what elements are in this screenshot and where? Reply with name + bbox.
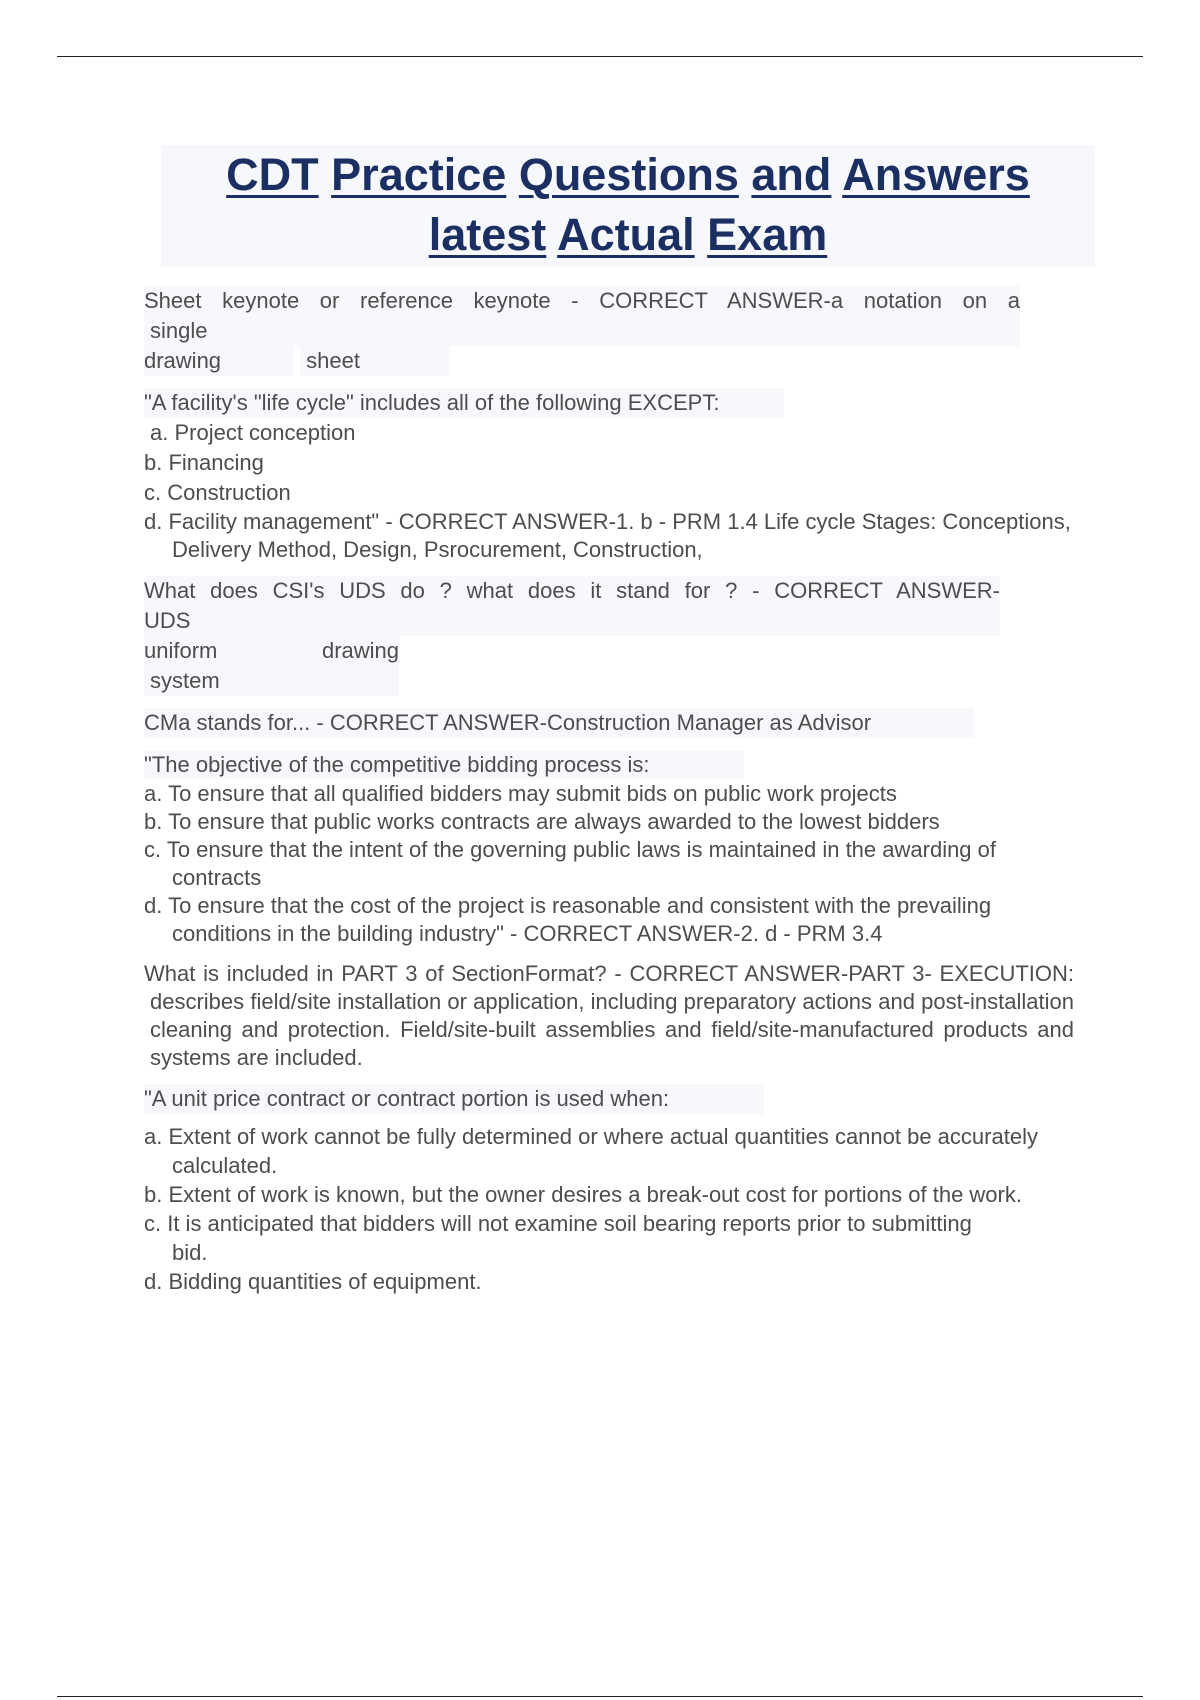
option-c: c. To ensure that the intent of the governing public laws is maintained in the awarding of contracts xyxy=(144,837,997,890)
question-stem: "A unit price contract or contract portion is used when: xyxy=(144,1084,764,1114)
answer-word: drawing xyxy=(321,638,399,663)
title-word: Exam xyxy=(707,209,828,260)
qa-competitive-bidding xyxy=(144,750,1074,948)
title-word: latest xyxy=(428,209,547,260)
answer-line: UDS xyxy=(144,606,1000,636)
question-text: What does CSI's UDS do ? what does it stand for ? - CORRECT ANSWER- xyxy=(144,576,1000,606)
title-word: Answers xyxy=(842,149,1030,200)
option-a: a. To ensure that all qualified bidders may submit bids on public work projects xyxy=(144,781,897,806)
title-line-1 xyxy=(161,145,1095,205)
option-d: d. Facility management" - CORRECT ANSWER-1. b - PRM 1.4 Life cycle Stages: Conceptions, Delivery Method, Design, Psrocurement, Construction, xyxy=(144,509,1071,562)
qa-uds xyxy=(144,576,1074,696)
bottom-rule xyxy=(57,1696,1143,1697)
title-word: Questions xyxy=(518,149,739,200)
top-rule xyxy=(57,56,1143,57)
option-b: b. Financing xyxy=(144,450,264,475)
answer-line xyxy=(144,636,399,666)
qa-life-cycle xyxy=(144,388,1074,564)
answer-line: sheet xyxy=(300,346,450,376)
qa-part3 xyxy=(144,960,1074,1072)
answer-line: drawing xyxy=(144,346,294,376)
title-word: Practice xyxy=(331,149,507,200)
answer-word: uniform xyxy=(144,638,218,663)
qa-cma xyxy=(144,708,1074,738)
qa-unit-price xyxy=(144,1084,1074,1296)
option-c: c. Construction xyxy=(144,480,291,505)
option-c: c. It is anticipated that bidders will not examine soil bearing reports prior to submitting bid. xyxy=(144,1211,972,1265)
question-text: What is included in PART 3 of SectionFormat? - CORRECT ANSWER-PART 3- EXECUTION: describes field/site installation or application, including preparatory actions and post-installation cleaning and protection. Field/site-built assemblies and field/site-manufactured products and systems are included. xyxy=(144,961,1074,1070)
option-b: b. To ensure that public works contracts are always awarded to the lowest bidders xyxy=(144,809,940,834)
title-word: and xyxy=(751,149,832,200)
option-d: d. To ensure that the cost of the project is reasonable and consistent with the prevailing conditions in the building industry" - CORRECT ANSWER-2. d - PRM 3.4 xyxy=(144,893,992,946)
question-stem: "The objective of the competitive bidding process is: xyxy=(144,751,744,779)
answer-line: system xyxy=(144,666,399,696)
qa-content xyxy=(144,286,1074,1308)
option-b: b. Extent of work is known, but the owner desires a break-out cost for portions of the work. xyxy=(144,1182,1022,1207)
title-word: Actual xyxy=(557,209,695,260)
option-a: a. Project conception xyxy=(150,420,356,445)
title-word: CDT xyxy=(226,149,319,200)
question-text: CMa stands for... - CORRECT ANSWER-Construction Manager as Advisor xyxy=(144,708,974,738)
option-d: d. Bidding quantities of equipment. xyxy=(144,1269,482,1294)
qa-sheet-keynote xyxy=(144,286,1074,376)
option-a: a. Extent of work cannot be fully determined or where actual quantities cannot be accurately calculated. xyxy=(144,1124,1038,1178)
title-line-2 xyxy=(161,205,1095,265)
question-stem: "A facility's "life cycle" includes all of the following EXCEPT: xyxy=(144,388,784,418)
page-title xyxy=(161,145,1095,267)
question-text: Sheet keynote or reference keynote - CORRECT ANSWER-a notation on a xyxy=(144,286,1020,316)
answer-line: single xyxy=(144,316,1020,346)
